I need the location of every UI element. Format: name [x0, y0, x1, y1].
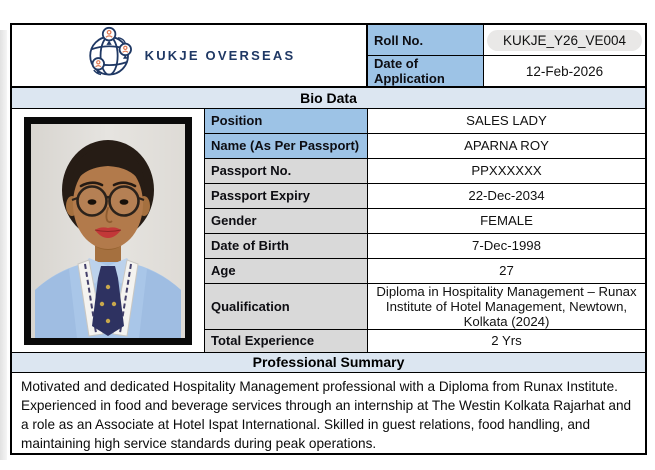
- document-header: [12, 25, 645, 88]
- bio-data-section: [12, 109, 645, 352]
- field-row-name: [205, 134, 645, 159]
- field-row-passport-no: [205, 159, 645, 184]
- total-experience-label: Total Experience: [205, 330, 368, 352]
- field-row-date-of-birth: [205, 234, 645, 259]
- photo-cell: [12, 109, 205, 352]
- gender-label: Gender: [205, 209, 368, 233]
- bio-data-section-title: Bio Data: [12, 88, 645, 109]
- professional-summary-text: Motivated and dedicated Hospitality Management professional with a Diploma from Runax Institute. Experienced in food and beverage services through an internship at The Westin Kolkata Rajarhat and a role as an Associate at Hotel Ispat International. Skilled in guest relations, food handling, and maintaining high service standards during peak operations.: [21, 379, 632, 451]
- age-value: 27: [499, 263, 514, 278]
- position-value: SALES LADY: [466, 113, 547, 128]
- date-of-birth-value: 7-Dec-1998: [472, 238, 541, 253]
- header-fields: [368, 25, 645, 86]
- date-of-birth-label: Date of Birth: [205, 234, 368, 258]
- date-of-application-row: [368, 56, 645, 86]
- professional-summary-section-title: Professional Summary: [12, 352, 645, 374]
- qualification-value: Diploma in Hospitality Management – Runax Institute of Hotel Management, Newtown, Kolkata (2024): [376, 283, 637, 329]
- brand-name: KUKJE OVERSEAS: [144, 48, 296, 63]
- name-value: APARNA ROY: [464, 138, 549, 153]
- position-label: Position: [205, 109, 368, 133]
- passport-no-label: Passport No.: [205, 159, 368, 183]
- passport-expiry-value: 22-Dec-2034: [468, 188, 545, 203]
- biodata-document: [10, 23, 647, 455]
- field-row-total-experience: [205, 330, 645, 352]
- field-row-passport-expiry: [205, 184, 645, 209]
- age-label: Age: [205, 259, 368, 283]
- qualification-label: Qualification: [205, 284, 368, 329]
- roll-no-label: Roll No.: [368, 25, 484, 55]
- field-row-qualification: [205, 284, 645, 330]
- roll-no-value-cell: [484, 25, 645, 55]
- roll-no-row: [368, 25, 645, 56]
- passport-expiry-label: Passport Expiry: [205, 184, 368, 208]
- logo-cell: [12, 25, 368, 86]
- roll-no-value: KUKJE_Y26_VE004: [487, 30, 642, 51]
- field-row-gender: [205, 209, 645, 234]
- date-of-application-value: 12-Feb-2026: [525, 63, 604, 79]
- field-row-position: [205, 109, 645, 134]
- field-row-age: [205, 259, 645, 284]
- passport-no-value: PPXXXXXX: [471, 163, 542, 178]
- candidate-photo: [24, 117, 192, 345]
- date-of-application-label: Date of Application: [368, 56, 484, 86]
- gender-value: FEMALE: [480, 213, 533, 228]
- globe-logo-icon: [83, 25, 137, 86]
- bio-fields-table: [205, 109, 645, 352]
- total-experience-value: 2 Yrs: [491, 333, 522, 348]
- name-label: Name (As Per Passport): [205, 134, 368, 158]
